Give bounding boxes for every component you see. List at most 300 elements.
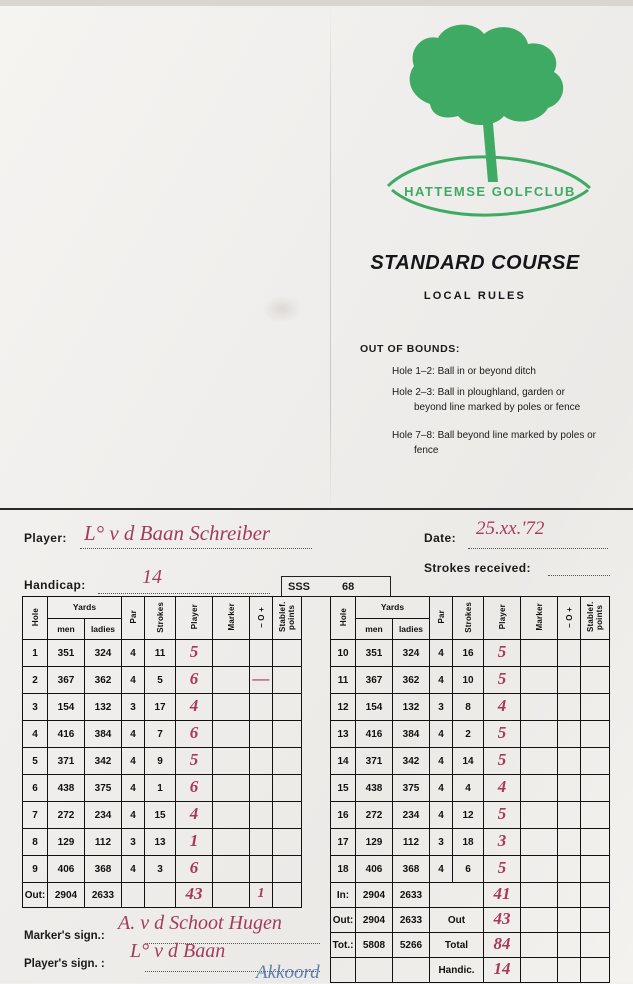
- cell-minus-zero-plus[interactable]: [250, 856, 273, 883]
- table-row: [331, 802, 610, 829]
- player-sign-value: L° v d Baan: [130, 940, 226, 962]
- cell-strokes: 13: [145, 829, 176, 856]
- total-player-score-ink: 41: [493, 884, 511, 903]
- cell-men-yards: 351: [48, 640, 85, 667]
- out-of-bounds-title: OUT OF BOUNDS:: [360, 343, 460, 355]
- handicap-input-line[interactable]: [98, 592, 270, 594]
- front-nine-scorecard: [22, 596, 302, 908]
- out-total-men: 2904: [48, 883, 85, 908]
- total-player-score-ink: 43: [493, 909, 511, 928]
- cell-stableford[interactable]: [581, 640, 610, 667]
- cell-strokes: 15: [145, 802, 176, 829]
- cell-men-yards: 154: [356, 694, 393, 721]
- cell-hole: 6: [23, 775, 48, 802]
- cell-player-score[interactable]: [484, 694, 521, 721]
- course-title: STANDARD COURSE: [370, 252, 580, 274]
- total-player-score-ink: 84: [493, 934, 511, 953]
- cell-par: 3: [430, 829, 453, 856]
- total-stableford[interactable]: [581, 958, 610, 983]
- cell-men-yards: 367: [356, 667, 393, 694]
- cell-minus-zero-plus[interactable]: [558, 856, 581, 883]
- cell-par: 4: [122, 775, 145, 802]
- cell-hole: 8: [23, 829, 48, 856]
- rule-item-3-line2: fence: [414, 445, 439, 456]
- cell-stableford[interactable]: [273, 748, 302, 775]
- cell-strokes: 18: [453, 829, 484, 856]
- cell-player-score[interactable]: [484, 802, 521, 829]
- cell-minus-zero-plus[interactable]: [558, 775, 581, 802]
- cell-player-score-ink: 4: [189, 696, 199, 715]
- cell-men-yards: 416: [48, 721, 85, 748]
- out-total-ladies: 2633: [85, 883, 122, 908]
- cell-player-score-ink: 5: [497, 723, 507, 742]
- strokes-received-label: Strokes received:: [424, 561, 531, 575]
- total-men-yards: [356, 958, 393, 983]
- extra-sign-value: Akkoord: [256, 962, 320, 983]
- cell-strokes: 16: [453, 640, 484, 667]
- cell-stableford[interactable]: [273, 667, 302, 694]
- total-label: Tot.:: [331, 933, 356, 958]
- cell-strokes: 1: [145, 775, 176, 802]
- cell-stableford[interactable]: [581, 856, 610, 883]
- cell-hole: 1: [23, 640, 48, 667]
- cell-par: 3: [122, 829, 145, 856]
- cell-strokes: 6: [453, 856, 484, 883]
- cell-minus-zero-plus[interactable]: [558, 667, 581, 694]
- cell-ladies-yards: 132: [393, 694, 430, 721]
- cell-player-score-ink: 3: [497, 831, 507, 850]
- rule-item-1: Hole 1–2: Ball in or beyond ditch: [392, 366, 536, 377]
- cell-men-yards: 438: [356, 775, 393, 802]
- cell-minus-zero-plus[interactable]: [250, 748, 273, 775]
- cell-marker-score[interactable]: [213, 802, 250, 829]
- cell-strokes: 17: [145, 694, 176, 721]
- out-total-par: [122, 883, 145, 908]
- header-stableford: Stablef. points: [581, 597, 610, 640]
- rule-item-2-line2: beyond line marked by poles or fence: [414, 402, 581, 413]
- page-top-edge: [0, 0, 633, 6]
- cell-stableford[interactable]: [273, 721, 302, 748]
- cell-men-yards: 129: [356, 829, 393, 856]
- cell-ladies-yards: 132: [85, 694, 122, 721]
- cell-par: 4: [430, 667, 453, 694]
- cell-marker-score[interactable]: [521, 775, 558, 802]
- cell-minus-zero-plus[interactable]: [250, 775, 273, 802]
- cell-hole: 2: [23, 667, 48, 694]
- header-men: men: [48, 618, 85, 640]
- total-player-score-ink: 14: [493, 959, 511, 978]
- table-row: [331, 694, 610, 721]
- cell-ladies-yards: 384: [393, 721, 430, 748]
- header-par: Par: [122, 597, 145, 640]
- cell-marker-score[interactable]: [213, 856, 250, 883]
- cell-minus-zero-plus[interactable]: [558, 802, 581, 829]
- cell-minus-zero-plus[interactable]: [250, 694, 273, 721]
- cell-stableford[interactable]: [273, 775, 302, 802]
- cell-player-score[interactable]: [484, 829, 521, 856]
- cell-player-score[interactable]: [176, 802, 213, 829]
- cell-ladies-yards: 384: [85, 721, 122, 748]
- cell-player-score-ink: 4: [497, 777, 507, 796]
- cell-player-score-ink: 1: [189, 831, 199, 850]
- cell-player-score[interactable]: [176, 667, 213, 694]
- cell-player-score-ink: 5: [497, 804, 507, 823]
- cell-par: 3: [430, 694, 453, 721]
- cell-ladies-yards: 342: [85, 748, 122, 775]
- header-marker: Marker: [521, 597, 558, 640]
- cell-marker-score[interactable]: [521, 721, 558, 748]
- total-marker-score[interactable]: [521, 958, 558, 983]
- total-row: [331, 933, 610, 958]
- out-total-strokes: [145, 883, 176, 908]
- cell-ladies-yards: 362: [85, 667, 122, 694]
- cell-par: 4: [430, 802, 453, 829]
- cell-player-score-ink: 5: [497, 642, 507, 661]
- table-row: [23, 640, 302, 667]
- cell-marker-score[interactable]: [213, 775, 250, 802]
- cell-ladies-yards: 368: [85, 856, 122, 883]
- total-ladies-yards: 5266: [393, 933, 430, 958]
- header-hole: Hole: [23, 597, 48, 640]
- cell-ladies-yards: 375: [85, 775, 122, 802]
- cell-player-score[interactable]: [176, 721, 213, 748]
- cell-player-score[interactable]: [176, 748, 213, 775]
- header-strokes: Strokes: [145, 597, 176, 640]
- cell-hole: 15: [331, 775, 356, 802]
- handicap-label: Handicap:: [24, 578, 86, 592]
- total-label: In:: [331, 883, 356, 908]
- cell-stableford[interactable]: [581, 721, 610, 748]
- cell-ladies-yards: 375: [393, 775, 430, 802]
- header-player: Player: [484, 597, 521, 640]
- front-nine-total-row: [23, 883, 302, 908]
- cell-hole: 3: [23, 694, 48, 721]
- cell-men-yards: 154: [48, 694, 85, 721]
- header-marker: Marker: [213, 597, 250, 640]
- back-nine-table: [330, 596, 610, 983]
- cell-ladies-yards: 324: [393, 640, 430, 667]
- cell-strokes: 7: [145, 721, 176, 748]
- table-row: [23, 856, 302, 883]
- cell-player-score[interactable]: [484, 775, 521, 802]
- cell-player-score[interactable]: [176, 694, 213, 721]
- cell-par: 4: [122, 802, 145, 829]
- cell-par: 4: [122, 856, 145, 883]
- cell-par: 4: [122, 721, 145, 748]
- cell-player-score[interactable]: [484, 721, 521, 748]
- cell-marker-score[interactable]: [521, 829, 558, 856]
- cell-player-score[interactable]: [176, 829, 213, 856]
- cell-minus-zero-plus[interactable]: [250, 667, 273, 694]
- table-row: [23, 802, 302, 829]
- cell-stableford[interactable]: [581, 667, 610, 694]
- cell-minus-zero-plus[interactable]: [558, 721, 581, 748]
- table-row: [331, 748, 610, 775]
- total-secondary-label: Handic.: [430, 958, 484, 983]
- cell-men-yards: 367: [48, 667, 85, 694]
- total-player-score[interactable]: [484, 908, 521, 933]
- cell-player-score[interactable]: [176, 640, 213, 667]
- club-name-text: HATTEMSE GOLFCLUB: [404, 184, 576, 199]
- cell-marker-score[interactable]: [521, 640, 558, 667]
- cell-marker-score[interactable]: [213, 829, 250, 856]
- table-row: [331, 775, 610, 802]
- cell-par: 3: [122, 694, 145, 721]
- total-row: [331, 883, 610, 908]
- cell-marker-score[interactable]: [521, 667, 558, 694]
- cell-marker-score[interactable]: [213, 667, 250, 694]
- total-label: [331, 958, 356, 983]
- cell-minus-zero-plus[interactable]: [250, 640, 273, 667]
- header-strokes: Strokes: [453, 597, 484, 640]
- cell-par: 4: [122, 640, 145, 667]
- sss-label: SSS: [288, 580, 311, 593]
- total-men-yards: 2904: [356, 883, 393, 908]
- total-row: [331, 908, 610, 933]
- total-marker-score[interactable]: [521, 933, 558, 958]
- player-value: L° v d Baan Schreiber: [84, 521, 271, 545]
- table-row: [23, 721, 302, 748]
- table-row: [331, 640, 610, 667]
- header-men: men: [356, 618, 393, 640]
- total-stableford[interactable]: [581, 883, 610, 908]
- player-label: Player:: [24, 531, 67, 545]
- table-header-row: [23, 597, 302, 619]
- header-par: Par: [430, 597, 453, 640]
- cell-minus-zero-plus[interactable]: [558, 748, 581, 775]
- header-minus-zero-plus: – O +: [558, 597, 581, 640]
- cell-marker-score[interactable]: [521, 856, 558, 883]
- handicap-value: 14: [142, 566, 162, 588]
- out-total-player[interactable]: 43: [176, 883, 213, 908]
- total-stableford[interactable]: [581, 933, 610, 958]
- total-player-score[interactable]: [484, 933, 521, 958]
- cell-marker-score[interactable]: [521, 748, 558, 775]
- cell-minus-zero-plus-ink: —: [252, 669, 270, 688]
- player-sign-label: Player's sign. :: [24, 958, 105, 970]
- cell-ladies-yards: 342: [393, 748, 430, 775]
- cell-strokes: 14: [453, 748, 484, 775]
- cell-player-score-ink: 5: [497, 858, 507, 877]
- cell-stableford[interactable]: [581, 694, 610, 721]
- cell-stableford[interactable]: [273, 694, 302, 721]
- cell-player-score-ink: 6: [189, 777, 199, 796]
- total-player-score[interactable]: [484, 883, 521, 908]
- cell-hole: 16: [331, 802, 356, 829]
- cell-ladies-yards: 112: [85, 829, 122, 856]
- total-row: [331, 958, 610, 983]
- total-ladies-yards: 2633: [393, 883, 430, 908]
- total-ladies-yards: [393, 958, 430, 983]
- cell-minus-zero-plus[interactable]: [250, 721, 273, 748]
- table-row: [331, 856, 610, 883]
- rule-item-3-line1: Hole 7–8: Ball beyond line marked by poles or: [392, 430, 597, 441]
- cell-men-yards: 406: [48, 856, 85, 883]
- cell-stableford[interactable]: [581, 775, 610, 802]
- paper-smudge: [262, 295, 302, 323]
- cell-player-score-ink: 5: [497, 669, 507, 688]
- cell-player-score-ink: 4: [189, 804, 199, 823]
- rule-item-2-line1: Hole 2–3: Ball in ploughland, garden or: [392, 387, 565, 398]
- total-secondary-label: Total: [430, 933, 484, 958]
- cell-player-score[interactable]: [484, 748, 521, 775]
- marker-sign-label: Marker's sign.:: [24, 930, 105, 942]
- cell-hole: 18: [331, 856, 356, 883]
- cell-ladies-yards: 234: [393, 802, 430, 829]
- total-player-score[interactable]: [484, 958, 521, 983]
- cell-hole: 11: [331, 667, 356, 694]
- cell-hole: 9: [23, 856, 48, 883]
- cell-minus-zero-plus[interactable]: [558, 694, 581, 721]
- cell-player-score-ink: 5: [497, 750, 507, 769]
- cell-men-yards: 371: [356, 748, 393, 775]
- cell-par: 4: [430, 721, 453, 748]
- out-total-io[interactable]: 1: [250, 883, 273, 908]
- cell-player-score-ink: 6: [189, 723, 199, 742]
- player-input-line[interactable]: [80, 547, 312, 549]
- date-input-line[interactable]: [468, 547, 608, 549]
- table-row: [23, 829, 302, 856]
- total-men-yards: 5808: [356, 933, 393, 958]
- cell-stableford[interactable]: [581, 829, 610, 856]
- total-secondary-label: Out: [430, 908, 484, 933]
- date-label: Date:: [424, 531, 457, 545]
- out-total-label: Out:: [23, 883, 48, 908]
- header-minus-zero-plus: – O +: [250, 597, 273, 640]
- cell-hole: 12: [331, 694, 356, 721]
- cell-player-score-ink: 6: [189, 858, 199, 877]
- cell-par: 4: [430, 640, 453, 667]
- cell-ladies-yards: 324: [85, 640, 122, 667]
- cell-stableford[interactable]: [581, 802, 610, 829]
- cell-hole: 17: [331, 829, 356, 856]
- total-minus-zero-plus[interactable]: [558, 958, 581, 983]
- sss-box: [281, 576, 391, 597]
- header-ladies: ladies: [393, 618, 430, 640]
- cell-hole: 13: [331, 721, 356, 748]
- back-nine-scorecard: [330, 596, 610, 983]
- cell-strokes: 12: [453, 802, 484, 829]
- cell-player-score[interactable]: [176, 856, 213, 883]
- cell-men-yards: 438: [48, 775, 85, 802]
- cell-par: 4: [122, 667, 145, 694]
- cell-strokes: 8: [453, 694, 484, 721]
- cell-marker-score[interactable]: [521, 802, 558, 829]
- cell-stableford[interactable]: [273, 802, 302, 829]
- cell-strokes: 2: [453, 721, 484, 748]
- strokes-received-input-line[interactable]: [548, 574, 610, 576]
- total-secondary-label: [430, 883, 484, 908]
- cell-par: 4: [430, 856, 453, 883]
- cell-marker-score[interactable]: [213, 721, 250, 748]
- table-row: [331, 667, 610, 694]
- date-value: 25.xx.'72: [476, 518, 545, 539]
- out-total-marker[interactable]: [213, 883, 250, 908]
- cell-strokes: 10: [453, 667, 484, 694]
- cell-strokes: 3: [145, 856, 176, 883]
- section-divider: [0, 508, 633, 510]
- cell-minus-zero-plus[interactable]: [250, 802, 273, 829]
- cell-ladies-yards: 362: [393, 667, 430, 694]
- cell-hole: 7: [23, 802, 48, 829]
- cell-player-score[interactable]: [176, 775, 213, 802]
- cell-marker-score[interactable]: [521, 694, 558, 721]
- table-row: [331, 829, 610, 856]
- cell-men-yards: 371: [48, 748, 85, 775]
- cell-player-score[interactable]: [484, 640, 521, 667]
- total-stableford[interactable]: [581, 908, 610, 933]
- cell-hole: 10: [331, 640, 356, 667]
- cell-player-score-ink: 6: [189, 669, 199, 688]
- table-row: [331, 721, 610, 748]
- club-logo: [370, 14, 610, 224]
- sss-value: 68: [342, 580, 355, 593]
- cell-par: 4: [430, 748, 453, 775]
- rule-item-3: [392, 428, 627, 458]
- cell-marker-score[interactable]: [213, 640, 250, 667]
- out-total-stableford[interactable]: [273, 883, 302, 908]
- header-hole: Hole: [331, 597, 356, 640]
- header-yards: Yards: [356, 597, 430, 619]
- cell-strokes: 9: [145, 748, 176, 775]
- cell-hole: 4: [23, 721, 48, 748]
- cell-men-yards: 129: [48, 829, 85, 856]
- total-marker-score[interactable]: [521, 883, 558, 908]
- cell-minus-zero-plus[interactable]: [558, 829, 581, 856]
- cell-marker-score[interactable]: [213, 748, 250, 775]
- cell-hole: 5: [23, 748, 48, 775]
- cell-men-yards: 416: [356, 721, 393, 748]
- cell-player-score-ink: 4: [497, 696, 507, 715]
- table-header-row: [331, 597, 610, 619]
- total-men-yards: 2904: [356, 908, 393, 933]
- cell-men-yards: 406: [356, 856, 393, 883]
- cell-ladies-yards: 234: [85, 802, 122, 829]
- table-row: [23, 667, 302, 694]
- total-minus-zero-plus[interactable]: [558, 883, 581, 908]
- cell-minus-zero-plus[interactable]: [250, 829, 273, 856]
- table-row: [23, 694, 302, 721]
- cell-player-score-ink: 5: [189, 750, 199, 769]
- cell-minus-zero-plus[interactable]: [558, 640, 581, 667]
- cell-par: 4: [122, 748, 145, 775]
- header-yards: Yards: [48, 597, 122, 619]
- total-minus-zero-plus[interactable]: [558, 933, 581, 958]
- cell-stableford[interactable]: [273, 640, 302, 667]
- cell-ladies-yards: 368: [393, 856, 430, 883]
- cell-strokes: 5: [145, 667, 176, 694]
- cell-player-score[interactable]: [484, 667, 521, 694]
- total-label: Out:: [331, 908, 356, 933]
- marker-sign-value: A. v d Schoot Hugen: [118, 912, 282, 934]
- front-nine-table: [22, 596, 302, 908]
- rule-item-2: [392, 385, 627, 415]
- total-minus-zero-plus[interactable]: [558, 908, 581, 933]
- cell-stableford[interactable]: [581, 748, 610, 775]
- header-stableford: Stablef. points: [273, 597, 302, 640]
- cell-stableford[interactable]: [273, 829, 302, 856]
- header-ladies: ladies: [85, 618, 122, 640]
- cell-stableford[interactable]: [273, 856, 302, 883]
- cell-men-yards: 351: [356, 640, 393, 667]
- table-row: [23, 775, 302, 802]
- total-marker-score[interactable]: [521, 908, 558, 933]
- cell-men-yards: 272: [356, 802, 393, 829]
- header-player: Player: [176, 597, 213, 640]
- cell-player-score[interactable]: [484, 856, 521, 883]
- local-rules-heading: LOCAL RULES: [423, 290, 527, 302]
- cell-marker-score[interactable]: [213, 694, 250, 721]
